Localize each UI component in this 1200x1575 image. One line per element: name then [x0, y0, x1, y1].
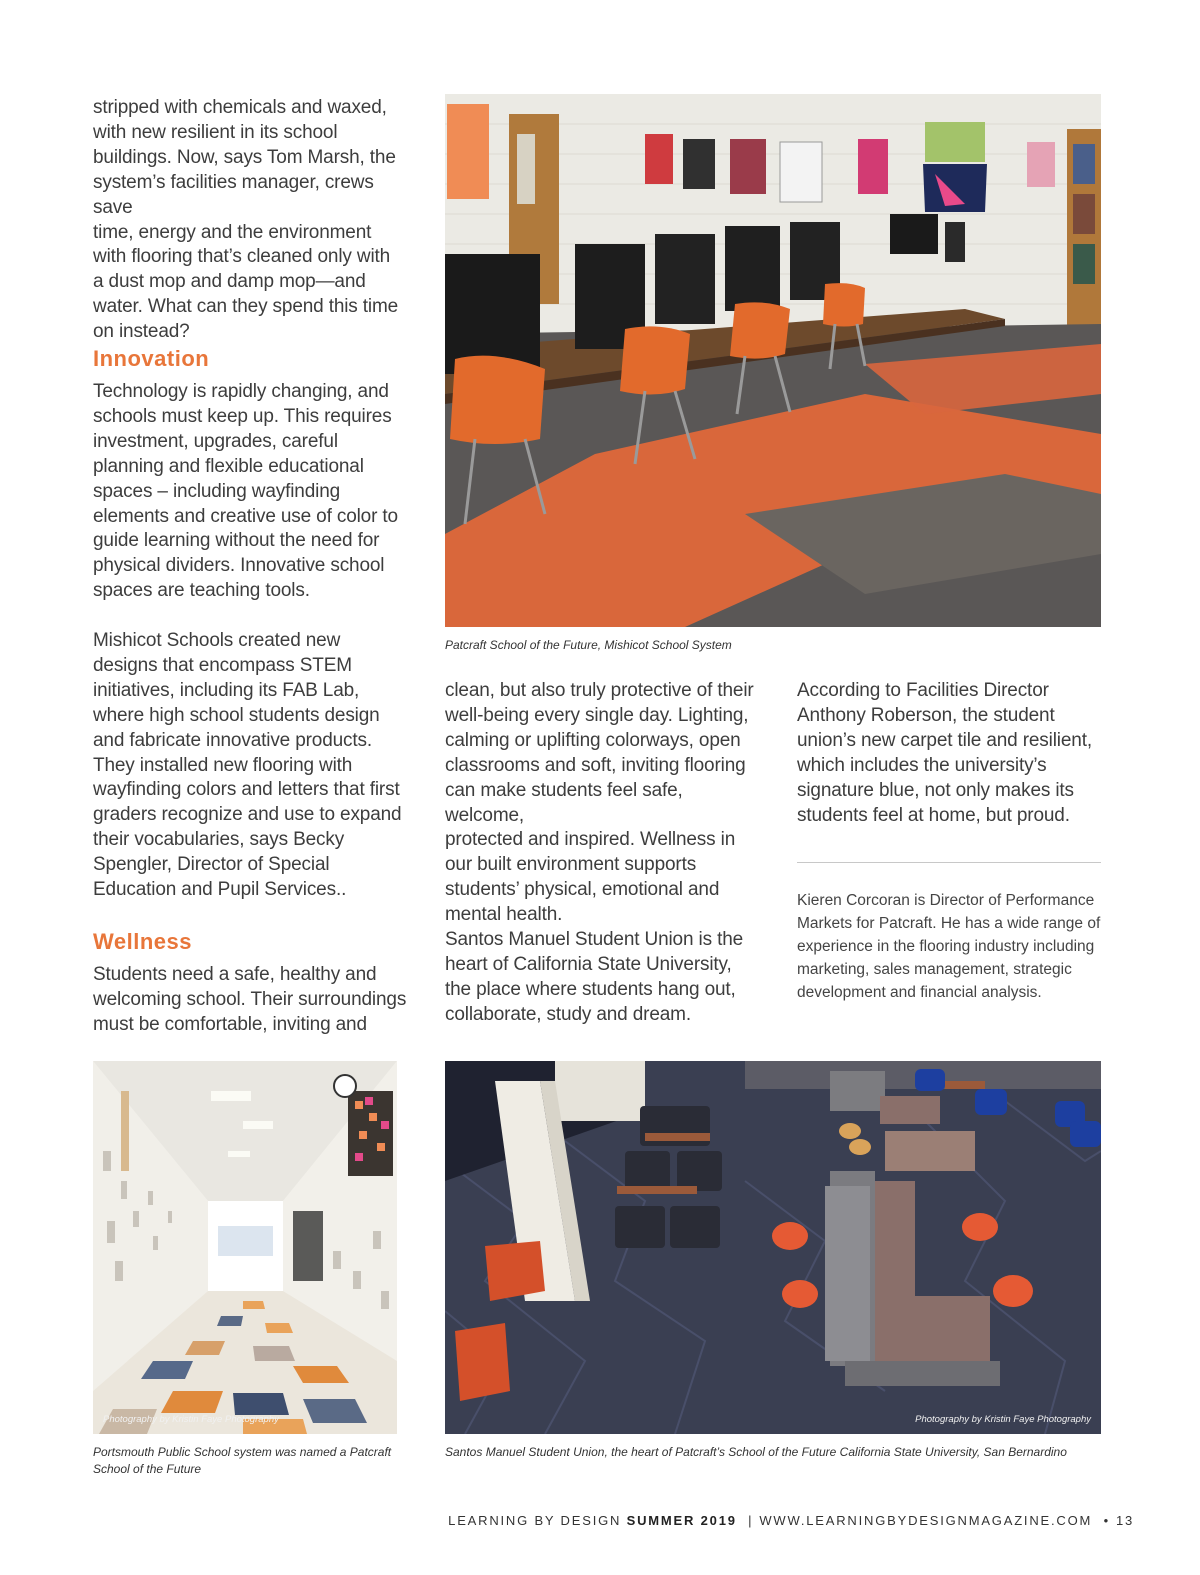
classroom-illustration — [445, 94, 1101, 627]
text-line: Markets for Patcraft. He has a wide range of — [797, 915, 1101, 932]
text-line: their vocabularies, says Becky — [93, 829, 345, 851]
student-union-caption: Santos Manuel Student Union, the heart of Patcraft’s School of the Future California State University, San Bernardino — [445, 1445, 1067, 1459]
text-line: welcoming school. Their surroundings — [93, 988, 407, 1010]
text-line: students’ physical, emotional and — [445, 879, 720, 901]
text-line: our built environment supports — [445, 854, 697, 876]
text-line: Anthony Roberson, the student — [797, 704, 1055, 726]
text-line: a dust mop and damp mop—and — [93, 271, 366, 293]
santos-paragraph — [445, 928, 765, 1028]
text-line: the place where students hang out, — [445, 978, 736, 1000]
text-line: which includes the university’s — [797, 754, 1047, 776]
text-line: designs that encompass STEM — [93, 654, 352, 676]
footer-separator: | — [748, 1513, 754, 1528]
text-line: guide learning without the need for — [93, 530, 380, 552]
union-photo-credit: Photography by Kristin Faye Photography — [915, 1414, 1091, 1425]
text-line: wayfinding colors and letters that first — [93, 779, 400, 801]
issue-label: SUMMER 2019 — [626, 1513, 737, 1528]
text-line: clean, but also truly protective of their — [445, 680, 754, 701]
text-line: Spengler, Director of Special — [93, 854, 330, 876]
student-union-photo — [445, 1061, 1101, 1434]
text-line: classrooms and soft, inviting flooring — [445, 754, 746, 776]
hallway-illustration — [93, 1061, 397, 1434]
text-line: students feel at home, but proud. — [797, 804, 1070, 826]
text-line: buildings. Now, says Tom Marsh, the — [93, 146, 396, 168]
page-footer — [448, 1513, 1134, 1528]
website-link[interactable]: WWW.LEARNINGBYDESIGNMAGAZINE.COM — [759, 1513, 1093, 1528]
text-line: spaces are teaching tools. — [93, 580, 310, 602]
wellness-heading: Wellness — [93, 929, 192, 954]
text-line: collaborate, study and dream. — [445, 1003, 691, 1025]
wellness-continued-paragraph — [445, 679, 765, 928]
text-line: with flooring that’s cleaned only with — [93, 246, 391, 268]
hallway-photo — [93, 1061, 397, 1434]
text-line: marketing, sales management, strategic — [797, 961, 1072, 978]
text-line: time, energy and the environment — [93, 221, 372, 243]
text-line: According to Facilities Director — [797, 680, 1049, 701]
innovation-paragraph — [93, 380, 413, 604]
text-line: with new resilient in its school — [93, 121, 338, 143]
text-line: schools must keep up. This requires — [93, 405, 392, 427]
text-line: Students need a safe, healthy and — [93, 964, 377, 985]
text-line: on instead? — [93, 321, 190, 343]
text-line: They installed new flooring with — [93, 754, 353, 776]
text-line: signature blue, not only makes its — [797, 779, 1074, 801]
hallway-photo-credit: Photography by Kristin Faye Photography — [103, 1414, 279, 1425]
text-line: investment, upgrades, careful — [93, 430, 338, 452]
text-line: Mishicot Schools created new — [93, 630, 341, 651]
text-line: union’s new carpet tile and resilient, — [797, 729, 1092, 751]
caption-line: School of the Future — [93, 1462, 202, 1476]
author-bio — [797, 889, 1107, 1004]
text-line: initiatives, including its FAB Lab, — [93, 679, 360, 701]
text-line: Education and Pupil Services.. — [93, 879, 347, 901]
text-line: protected and inspired. Wellness in — [445, 829, 736, 851]
innovation-heading: Innovation — [93, 346, 210, 371]
text-line: Technology is rapidly changing, and — [93, 381, 389, 402]
text-line: heart of California State University, — [445, 953, 732, 975]
text-line: must be comfortable, inviting and — [93, 1013, 367, 1035]
intro-paragraph — [93, 96, 413, 345]
caption-line: Portsmouth Public School system was named a Patcraft — [93, 1445, 392, 1459]
footer-bullet: • — [1103, 1513, 1110, 1528]
text-line: planning and flexible educational — [93, 455, 364, 477]
text-line: Santos Manuel Student Union is the — [445, 929, 744, 950]
text-line: and fabricate innovative products. — [93, 729, 373, 751]
text-line: graders recognize and use to expand — [93, 804, 402, 826]
text-line: well-being every single day. Lighting, — [445, 704, 749, 726]
text-line: calming or uplifting colorways, open — [445, 729, 741, 751]
text-line: water. What can they spend this time — [93, 296, 399, 318]
roberson-paragraph — [797, 679, 1107, 828]
classroom-caption: Patcraft School of the Future, Mishicot School System — [445, 638, 732, 652]
text-line: spaces – including wayfinding — [93, 480, 341, 502]
text-line: stripped with chemicals and waxed, — [93, 97, 387, 118]
student-union-illustration — [445, 1061, 1101, 1434]
classroom-photo — [445, 94, 1101, 627]
publication-name: LEARNING BY DESIGN — [448, 1513, 622, 1528]
mishicot-paragraph — [93, 629, 413, 903]
text-line: can make students feel safe, welcome, — [445, 779, 683, 826]
page-number: 13 — [1115, 1513, 1134, 1528]
bio-divider — [797, 862, 1101, 863]
wellness-paragraph — [93, 963, 413, 1038]
text-line: mental health. — [445, 904, 563, 926]
text-line: elements and creative use of color to — [93, 505, 398, 527]
text-line: where high school students design — [93, 704, 380, 726]
hallway-caption — [93, 1444, 413, 1478]
text-line: system’s facilities manager, crews save — [93, 171, 374, 218]
text-line: physical dividers. Innovative school — [93, 555, 385, 577]
text-line: Kieren Corcoran is Director of Performance — [797, 892, 1095, 909]
text-line: development and financial analysis. — [797, 984, 1042, 1001]
text-line: experience in the flooring industry including — [797, 938, 1095, 955]
